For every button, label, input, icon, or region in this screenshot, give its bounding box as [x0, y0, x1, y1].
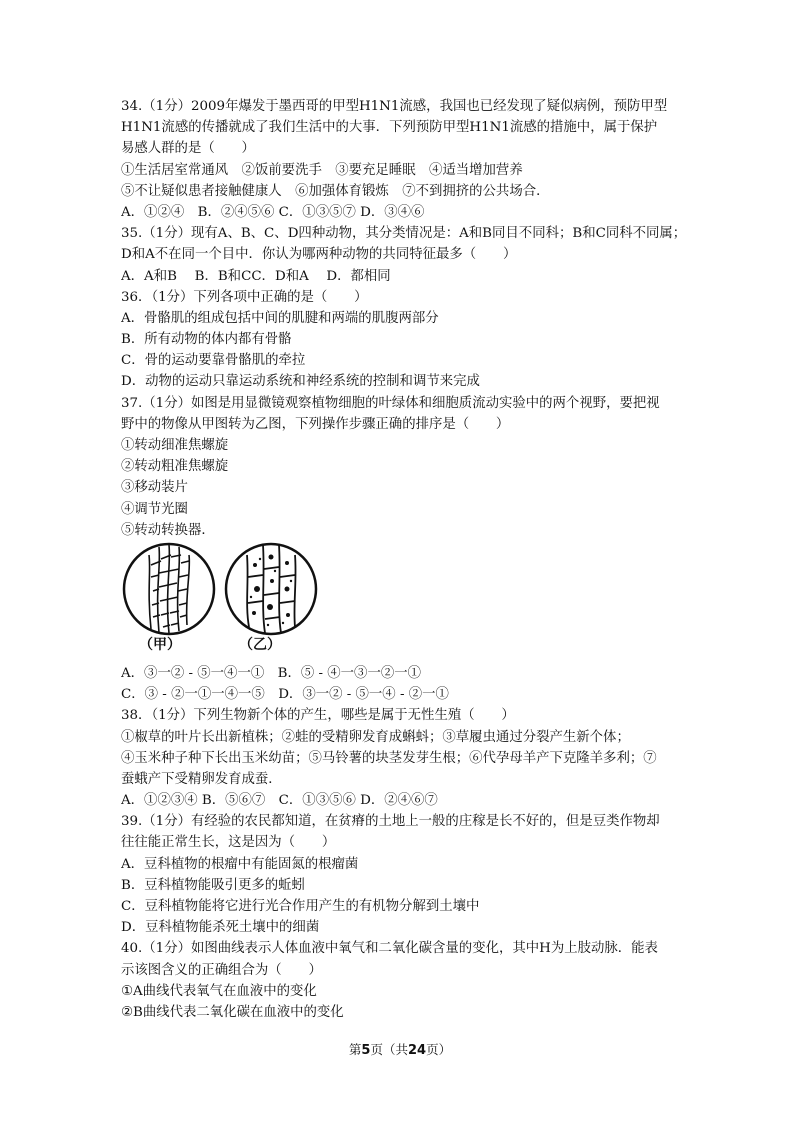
question-38 [121, 705, 691, 811]
text-line: ①生活居室常通风 ②饭前要洗手 ③要充足睡眠 ④适当增加营养 [121, 162, 523, 178]
answer-options: C．③ - ②一①一④一⑤ D．③一② - ⑤一④ - ②一① [121, 687, 449, 703]
text-line: ①A曲线代表氧气在血液中的变化 [121, 983, 317, 999]
field-yi [226, 544, 316, 634]
text-line: ①椒草的叶片长出新植株；②蛙的受精卵发育成蝌蚪；③草履虫通过分裂产生新个体； [121, 729, 630, 745]
microscope-figure [121, 541, 691, 663]
page-footer [0, 1040, 800, 1058]
option-a: A．骨骼肌的组成包括中间的肌腱和两端的肌腹两部分 [121, 310, 439, 326]
text-line: ⑤不让疑似患者接触健康人 ⑥加强体育锻炼 ⑦不到拥挤的公共场合． [121, 183, 550, 199]
step-item: ②转动粗准焦螺旋 [121, 459, 229, 475]
footer-suffix: 页） [426, 1042, 452, 1057]
step-item: ⑤转动转换器． [121, 522, 215, 538]
footer-prefix: 第 [348, 1042, 362, 1057]
field-jia [124, 544, 214, 634]
answer-options: A．A和B B．B和CC．D和A D．都相同 [121, 268, 391, 284]
answer-options: A．①②④ B．②④⑤⑥ C．①③⑤⑦ D．③④⑥ [121, 204, 425, 220]
text-line: 蚕蛾产下受精卵发育成蚕． [121, 771, 282, 787]
figure-labels [121, 635, 381, 659]
answer-options: A．③一② - ⑤一④一① B．⑤ - ④一③一②一① [121, 665, 422, 681]
question-37 [121, 393, 691, 706]
question-34 [121, 96, 691, 223]
text-line: 36．（1分）下列各项中正确的是（ ） [121, 289, 368, 305]
option-b: B．所有动物的体内都有骨骼 [121, 332, 292, 348]
step-item: ④调节光圈 [121, 501, 188, 517]
step-item: ①转动细准焦螺旋 [121, 438, 229, 453]
question-35 [121, 223, 691, 287]
footer-middle: 页（共 [370, 1042, 408, 1057]
question-36 [121, 287, 691, 393]
option-a: A．豆科植物的根瘤中有能固氮的根瘤菌 [121, 856, 359, 872]
option-c: C．豆科植物能将它进行光合作用产生的有机物分解到土壤中 [121, 899, 480, 914]
text-line: H1N1流感的传播就成了我们生活中的大事．下列预防甲型H1N1流感的措施中，属于保护 [121, 120, 658, 136]
microscope-fields-illustration [121, 541, 361, 637]
label-yi: （乙） [239, 636, 281, 653]
label-jia: （甲） [139, 636, 181, 653]
text-line: D和A不在同一个目中．你认为哪两种动物的共同特征最多（ ） [121, 247, 517, 263]
text-line: 37.（1分）如图是用显微镜观察植物细胞的叶绿体和细胞质流动实验中的两个视野，要把视 [121, 395, 660, 411]
question-40 [121, 938, 691, 1023]
text-line: 38．（1分）下列生物新个体的产生，哪些是属于无性生殖（ ） [121, 708, 515, 724]
text-line: 往往能正常生长，这是因为（ ） [121, 835, 336, 851]
text-line: ④玉米种子种下长出玉米幼苗；⑤马铃薯的块茎发芽生根；⑥代孕母羊产下克隆羊多利；⑦ [121, 750, 657, 766]
option-b: B．豆科植物能吸引更多的蚯蚓 [121, 877, 305, 893]
text-line: 35.（1分）现有A、B、C、D四种动物，其分类情况是：A和B同目不同科；B和C同科不同属； [121, 226, 687, 242]
question-content [121, 96, 691, 1023]
option-c: C．骨的运动要靠骨骼肌的牵拉 [121, 353, 306, 369]
total-pages: 24 [407, 1043, 427, 1058]
option-d: D．豆科植物能杀死土壤中的细菌 [121, 920, 320, 936]
text-line: 示该图含义的正确组合为（ ） [121, 962, 322, 978]
text-line: ②B曲线代表二氧化碳在血液中的变化 [121, 1004, 344, 1020]
text-line: 野中的物像从甲图转为乙图，下列操作步骤正确的排序是（ ） [121, 416, 510, 432]
text-line: 易感人群的是（ ） [121, 141, 255, 157]
page-number: 5 [361, 1043, 371, 1058]
answer-options: A．①②③④ B．⑤⑥⑦ C．①③⑤⑥ D．②④⑥⑦ [121, 793, 438, 809]
question-39 [121, 811, 691, 938]
text-line: 40.（1分）如图曲线表示人体血液中氧气和二氧化碳含量的变化，其中H为上肢动脉．能表 [121, 941, 658, 957]
step-item: ③移动装片 [121, 480, 188, 496]
option-d: D．动物的运动只靠运动系统和神经系统的控制和调节来完成 [121, 374, 480, 390]
text-line: 39.（1分）有经验的农民都知道，在贫瘠的土地上一般的庄稼是长不好的，但是豆类作物却 [121, 814, 660, 830]
text-line: 34.（1分）2009年爆发于墨西哥的甲型H1N1流感，我国也已经发现了疑似病例，预防甲型 [121, 99, 668, 114]
